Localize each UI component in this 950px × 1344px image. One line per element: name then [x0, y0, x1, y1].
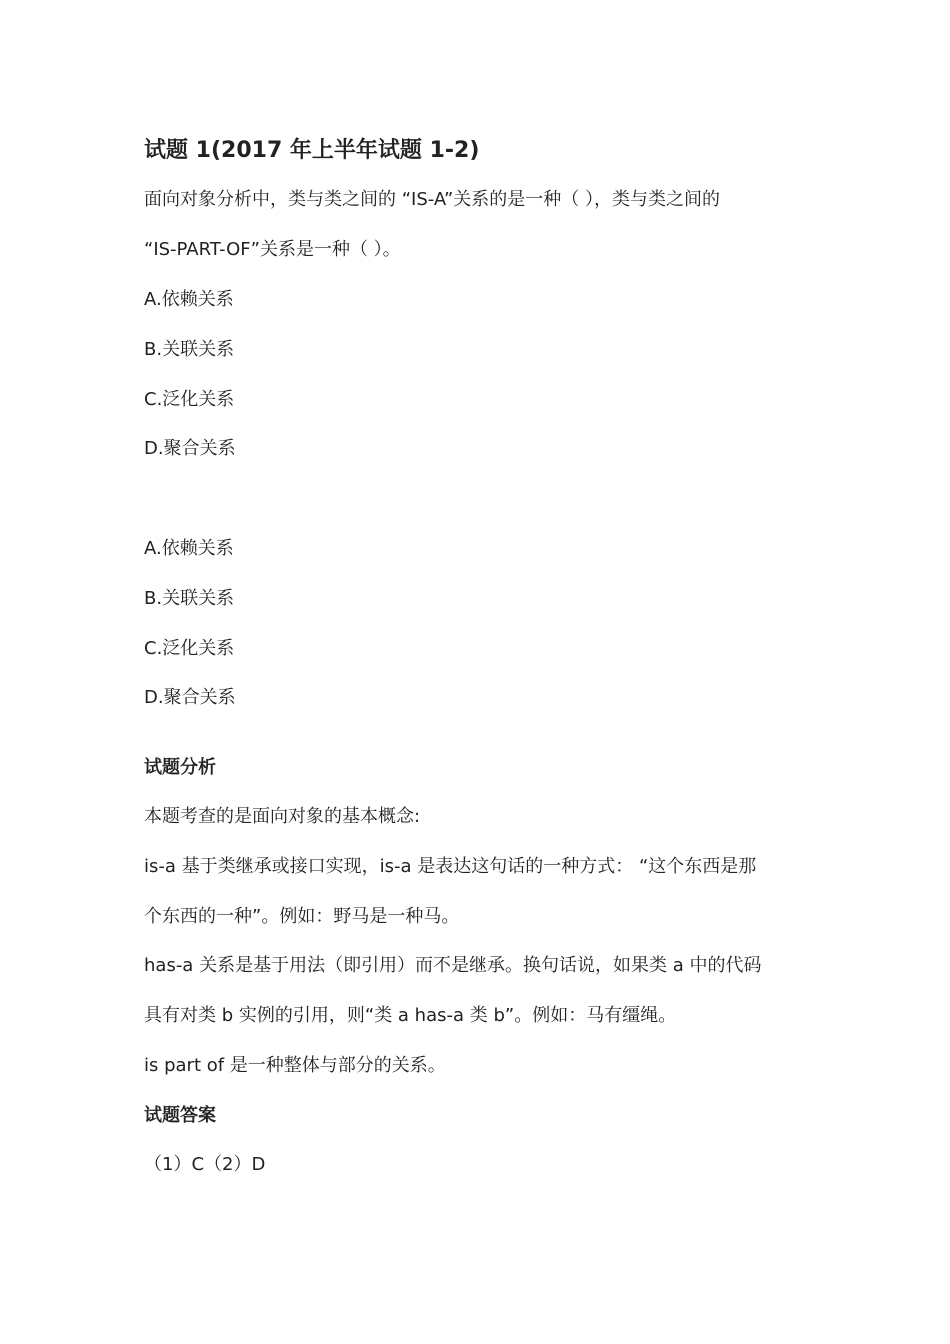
- option-d: D.聚合关系: [144, 438, 236, 459]
- analysis-line-2: is-a 基于类继承或接口实现，is-a 是表达这句话的一种方式： “这个东西是那: [144, 856, 757, 877]
- option-c: C.泛化关系: [144, 389, 235, 410]
- option-b-repeat: B.关联关系: [144, 588, 235, 609]
- option-d-repeat: D.聚合关系: [144, 687, 236, 708]
- option-b: B.关联关系: [144, 339, 235, 360]
- question-title: 试题 1(2017 年上半年试题 1-2): [144, 138, 480, 163]
- analysis-heading: 试题分析: [144, 757, 216, 778]
- analysis-line-5: 具有对类 b 实例的引用，则“类 a has-a 类 b”。例如：马有缰绳。: [144, 1005, 677, 1026]
- analysis-line-1: 本题考查的是面向对象的基本概念:: [144, 806, 421, 827]
- option-a-repeat: A.依赖关系: [144, 538, 234, 559]
- option-a: A.依赖关系: [144, 289, 234, 310]
- question-text-line-1: 面向对象分析中，类与类之间的 “IS-A”关系的是一种（ ），类与类之间的: [144, 189, 721, 210]
- analysis-line-4: has-a 关系是基于用法（即引用）而不是继承。换句话说，如果类 a 中的代码: [144, 955, 762, 976]
- question-text-line-2: “IS-PART-OF”关系是一种（ ）。: [144, 239, 401, 260]
- answer-heading: 试题答案: [144, 1105, 216, 1126]
- analysis-line-3: 个东西的一种”。例如：野马是一种马。: [144, 906, 460, 927]
- analysis-line-6: is part of 是一种整体与部分的关系。: [144, 1055, 446, 1076]
- answer-text: （1）C（2）D: [144, 1154, 266, 1175]
- option-c-repeat: C.泛化关系: [144, 638, 235, 659]
